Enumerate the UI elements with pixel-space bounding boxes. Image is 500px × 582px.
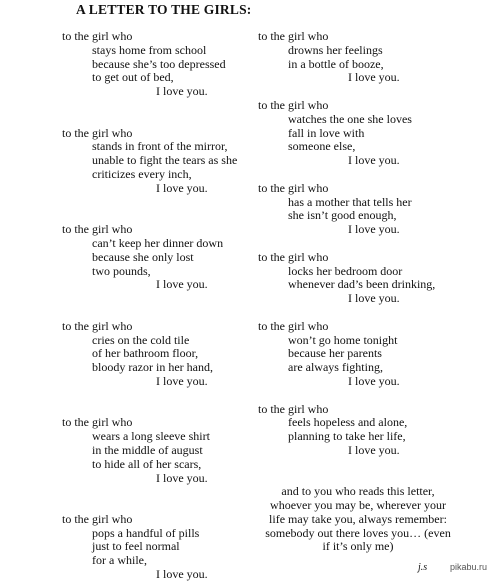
left-column	[62, 30, 247, 582]
stanza-line: because she only lost	[92, 249, 194, 264]
stanza-gap	[62, 113, 247, 127]
stanza-line: won’t go home tonight	[288, 332, 398, 347]
stanza-opening: to the girl who	[62, 318, 133, 333]
stanza-refrain: I love you.	[156, 84, 208, 99]
watermark: pikabu.ru	[450, 562, 488, 572]
stanza-line: locks her bedroom door	[288, 263, 403, 278]
closing-line: and to you who reads this letter,	[281, 484, 435, 499]
letter-title: A LETTER TO THE GIRLS:	[76, 2, 252, 17]
stanza-line: planning to take her life,	[288, 429, 406, 444]
stanza-gap	[62, 389, 247, 403]
stanza-gap	[258, 306, 458, 320]
stanza-gap	[258, 458, 458, 472]
stanza	[258, 30, 458, 85]
stanza-refrain: I love you.	[156, 277, 208, 292]
stanza	[258, 99, 458, 168]
stanza	[62, 416, 247, 485]
stanza-line: to hide all of her scars,	[92, 456, 202, 471]
stanza-line: because her parents	[288, 346, 382, 361]
stanza-line: can’t keep her dinner down	[92, 235, 224, 250]
stanza-opening: to the girl who	[62, 415, 133, 430]
stanza-line: in the middle of august	[92, 442, 203, 457]
stanza-line: stays home from school	[92, 42, 207, 57]
right-column	[258, 30, 458, 554]
stanza	[258, 403, 458, 458]
stanza-line: wears a long sleeve shirt	[92, 429, 210, 444]
stanza-opening: to the girl who	[258, 97, 329, 112]
stanza-refrain: I love you.	[348, 291, 400, 306]
stanza-gap	[62, 99, 247, 113]
stanza-opening: to the girl who	[62, 222, 133, 237]
stanza-line: watches the one she loves	[288, 111, 412, 126]
stanza-line: stands in front of the mirror,	[92, 139, 228, 154]
closing-line: if it’s only me)	[322, 539, 394, 554]
stanza-line: to get out of bed,	[92, 70, 174, 85]
stanza	[62, 320, 247, 389]
stanza-gap	[258, 168, 458, 182]
stanza	[62, 127, 247, 196]
stanza-gap	[258, 237, 458, 251]
stanza-line: of her bathroom floor,	[92, 346, 199, 361]
stanza-refrain: I love you.	[156, 470, 208, 485]
stanza-gap	[62, 499, 247, 513]
closing-line: whoever you may be, wherever your	[270, 498, 446, 513]
stanza-line: cries on the cold tile	[92, 332, 190, 347]
stanza-line: are always fighting,	[288, 360, 383, 375]
stanza-refrain: I love you.	[348, 373, 400, 388]
closing-paragraph	[258, 485, 458, 554]
stanza-gap	[62, 306, 247, 320]
stanza-line: because she’s too depressed	[92, 56, 226, 71]
stanza-gap	[258, 389, 458, 403]
closing-line: somebody out there loves you… (even	[265, 525, 451, 540]
stanza-opening: to the girl who	[258, 401, 329, 416]
stanza-line: unable to fight the tears as she	[92, 153, 238, 168]
stanza	[258, 320, 458, 389]
stanza-line: criticizes every inch,	[92, 166, 192, 181]
stanza	[258, 251, 458, 306]
stanza-opening: to the girl who	[258, 249, 329, 264]
stanza	[62, 223, 247, 292]
signature: j.s	[418, 562, 428, 573]
stanza-gap	[62, 403, 247, 417]
stanza-line: whenever dad’s been drinking,	[288, 277, 436, 292]
stanza-gap	[62, 292, 247, 306]
stanza-gap	[62, 485, 247, 499]
stanza-refrain: I love you.	[156, 567, 208, 582]
stanza-line: bloody razor in her hand,	[92, 360, 213, 375]
stanza-gap	[62, 209, 247, 223]
stanza-line: she isn’t good enough,	[288, 208, 397, 223]
stanza-refrain: I love you.	[348, 70, 400, 85]
stanza-line: just to feel normal	[92, 539, 180, 554]
stanza-opening: to the girl who	[62, 125, 133, 140]
stanza-refrain: I love you.	[156, 180, 208, 195]
stanza-refrain: I love you.	[348, 222, 400, 237]
stanza-line: someone else,	[288, 139, 356, 154]
stanza	[258, 182, 458, 237]
stanza-opening: to the girl who	[258, 318, 329, 333]
stanza-opening: to the girl who	[258, 29, 329, 43]
closing-line: life may take you, always remember:	[269, 511, 447, 526]
stanza-line: two pounds,	[92, 263, 151, 278]
stanza-refrain: I love you.	[348, 442, 400, 457]
stanza-line: in a bottle of booze,	[288, 56, 384, 71]
stanza-gap	[258, 85, 458, 99]
stanza-line: fall in love with	[288, 125, 365, 140]
stanza-opening: to the girl who	[62, 511, 133, 526]
stanza-gap	[258, 472, 458, 486]
stanza-line: for a while,	[92, 553, 147, 568]
stanza	[62, 513, 247, 582]
stanza-line: drowns her feelings	[288, 42, 383, 57]
stanza	[62, 30, 247, 99]
stanza-opening: to the girl who	[258, 180, 329, 195]
stanza-gap	[62, 196, 247, 210]
stanza-line: has a mother that tells her	[288, 194, 412, 209]
stanza-opening: to the girl who	[62, 29, 133, 43]
stanza-refrain: I love you.	[348, 153, 400, 168]
stanza-line: feels hopeless and alone,	[288, 415, 408, 430]
stanza-refrain: I love you.	[156, 373, 208, 388]
stanza-line: pops a handful of pills	[92, 525, 200, 540]
